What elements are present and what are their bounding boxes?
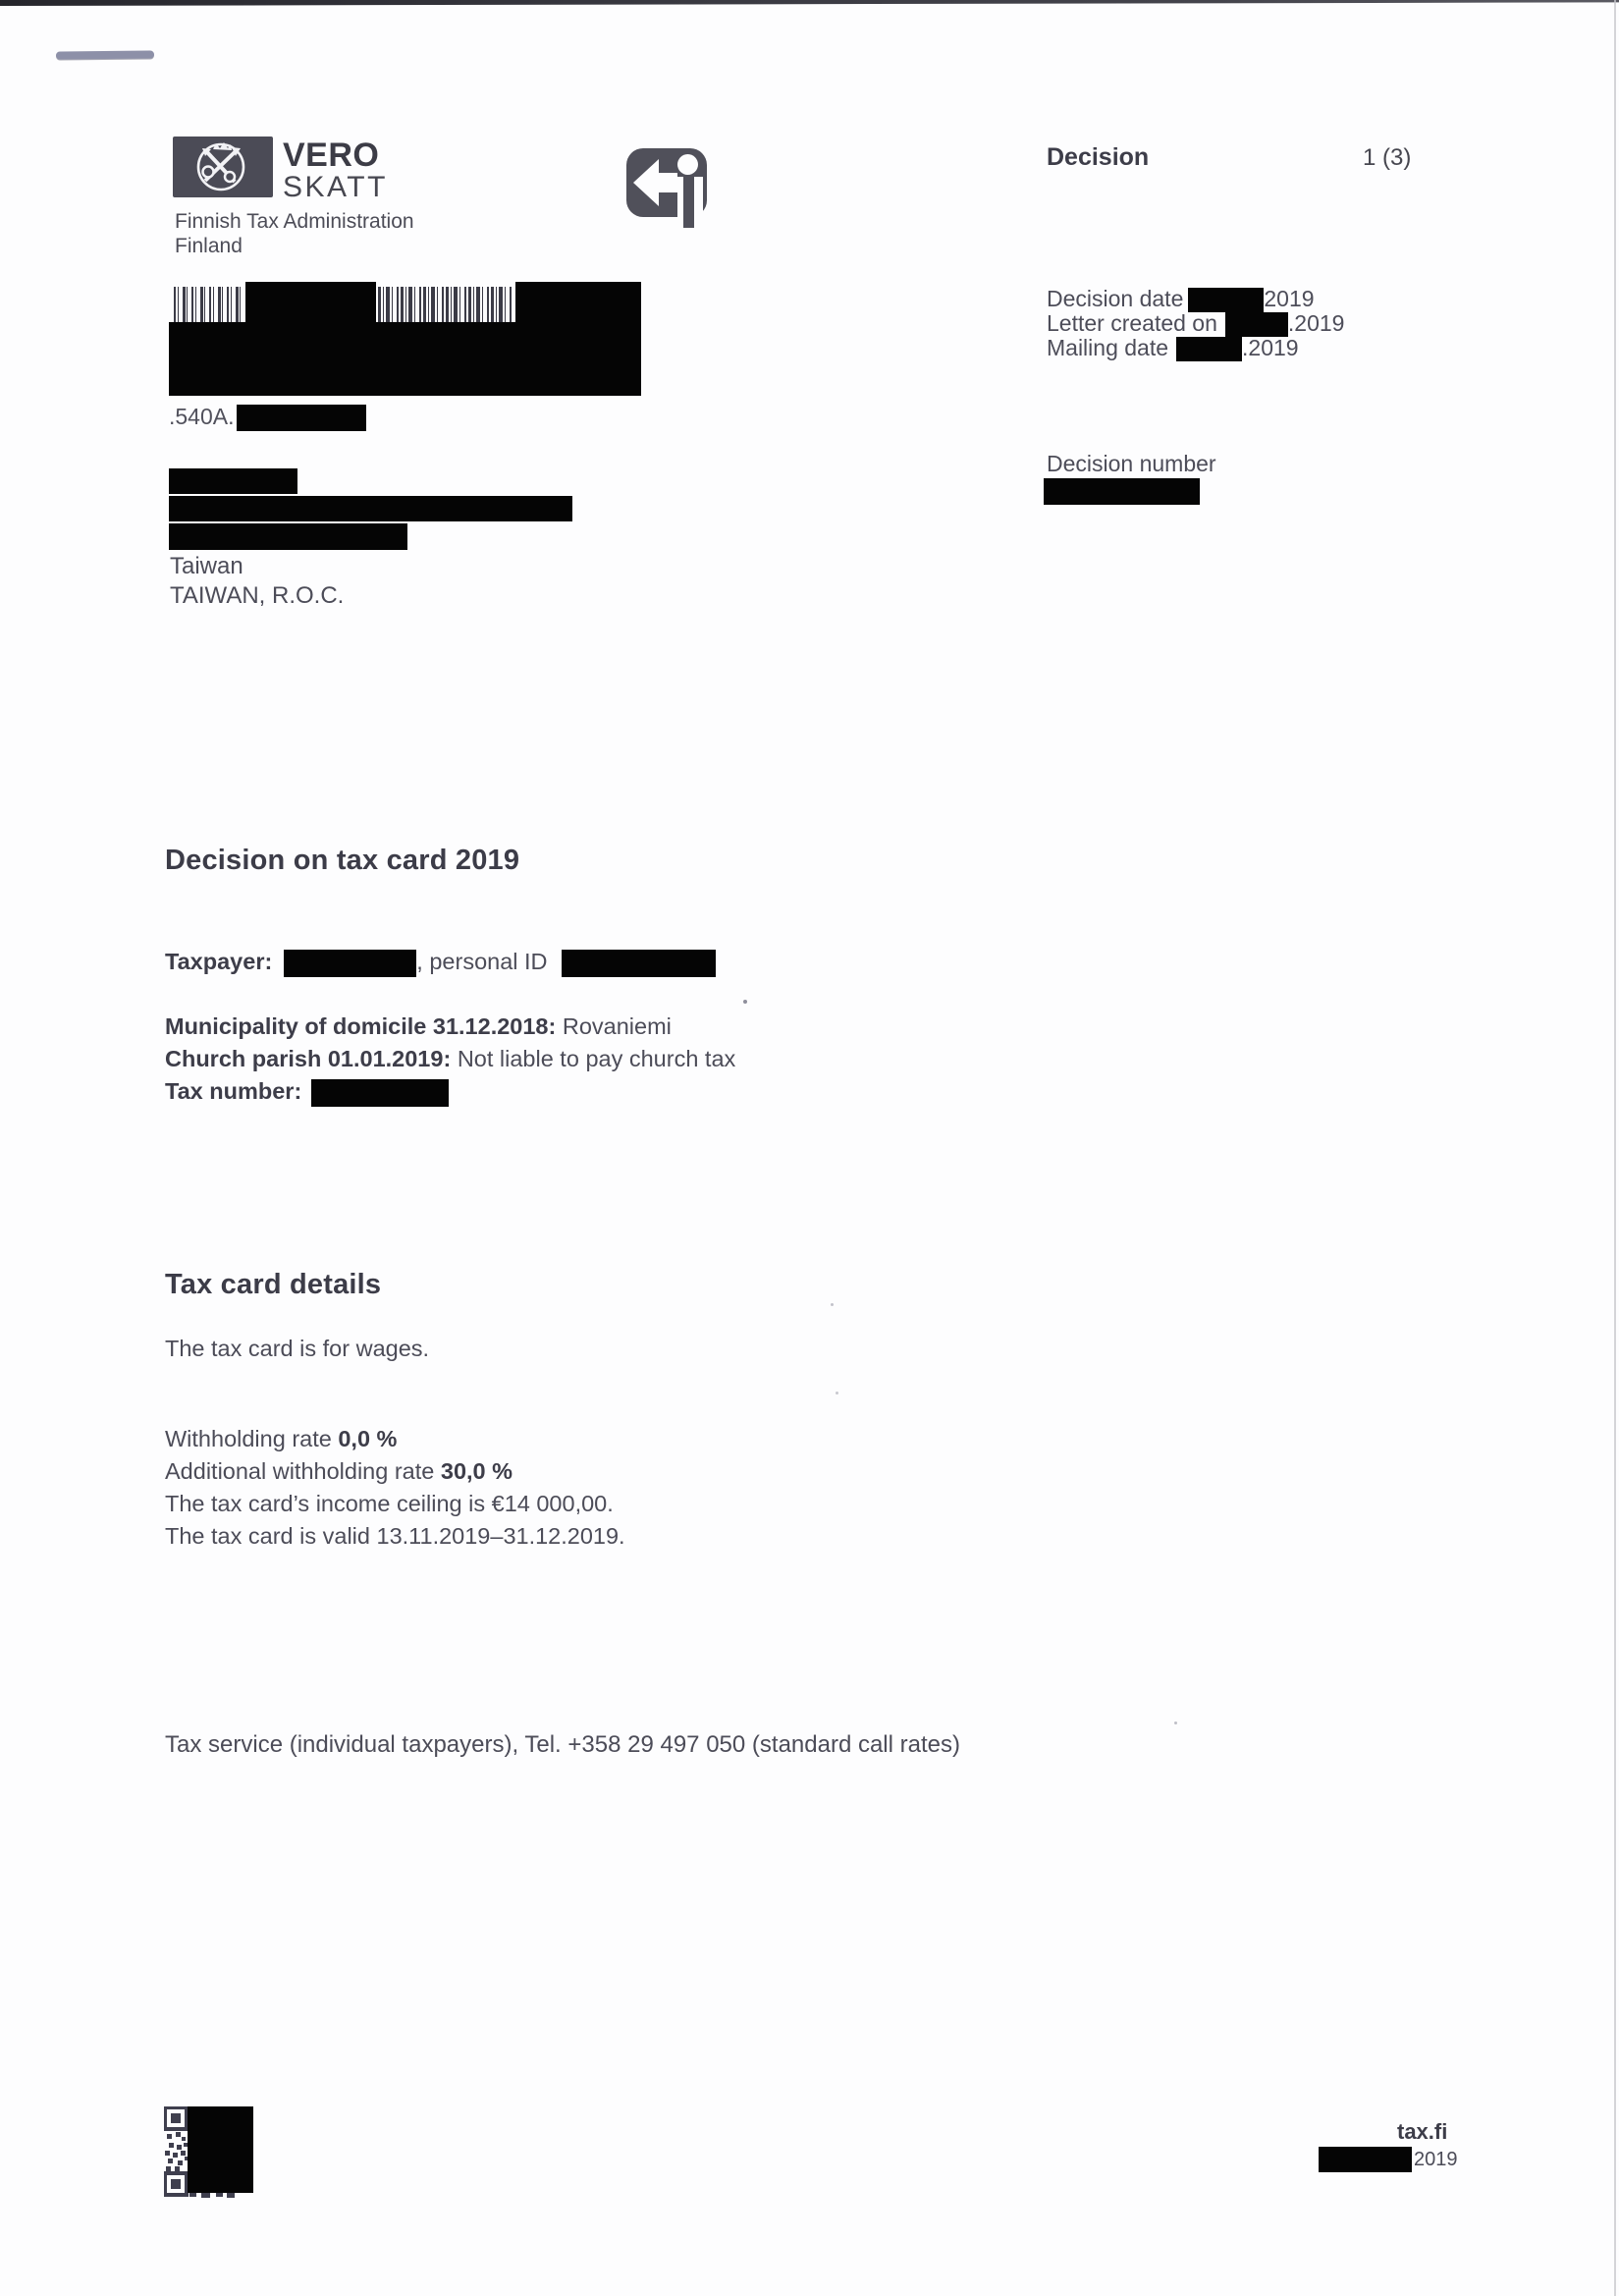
scan-top-edge-artifact <box>0 0 1619 6</box>
org-name: Finnish Tax Administration <box>175 210 414 233</box>
doc-title: Decision <box>1047 143 1150 171</box>
redaction-postal-code <box>237 405 366 431</box>
municipality-line <box>165 1013 672 1040</box>
redaction-recipient-city <box>169 523 407 550</box>
withholding-label: Withholding rate <box>165 1426 332 1451</box>
redaction-decision-number <box>1044 478 1200 505</box>
additional-withholding-label: Additional withholding rate <box>165 1458 435 1484</box>
redaction-qr-code <box>188 2106 253 2193</box>
church-parish-value: Not liable to pay church tax <box>457 1046 736 1071</box>
mailing-date-line <box>1047 336 1299 361</box>
vero-emblem-icon <box>173 137 273 197</box>
postal-prefix-line <box>169 404 366 431</box>
scan-speck <box>836 1392 838 1394</box>
redaction-taxpayer-name <box>284 950 416 977</box>
taxpayer-line <box>165 949 716 977</box>
postal-prefix: .540A. <box>169 404 235 429</box>
redaction-barcode-right <box>515 282 641 323</box>
letter-created-line <box>1047 311 1344 337</box>
recipient-country: Taiwan <box>170 553 243 579</box>
tax-card-section-title: Tax card details <box>165 1269 382 1300</box>
church-parish-line <box>165 1046 735 1072</box>
tax-card-usage-line: The tax card is for wages. <box>165 1336 430 1361</box>
redaction-sender-block <box>169 322 641 396</box>
validity-line: The tax card is valid 13.11.2019–31.12.2019. <box>165 1523 625 1549</box>
scan-speck <box>743 1000 747 1004</box>
barcode-icon <box>378 287 513 322</box>
additional-withholding-value: 30,0 % <box>440 1458 513 1484</box>
redaction-mailing-date <box>1176 337 1242 361</box>
additional-withholding-line <box>165 1458 513 1485</box>
vero-logo <box>173 137 273 197</box>
redaction-decision-date <box>1188 288 1264 312</box>
scan-speck <box>1174 1722 1177 1724</box>
postal-arrow-icon <box>625 147 710 230</box>
tax-service-line: Tax service (individual taxpayers), Tel. +358 29 497 050 (standard call rates) <box>165 1731 960 1758</box>
municipality-value: Rovaniemi <box>562 1013 672 1039</box>
redaction-personal-id <box>562 950 716 977</box>
decision-date-label: Decision date <box>1047 286 1184 311</box>
letter-created-label: Letter created on <box>1047 310 1217 336</box>
decision-date-suffix: 2019 <box>1264 286 1315 311</box>
letter-created-suffix: .2019 <box>1287 310 1345 336</box>
income-ceiling-line: The tax card’s income ceiling is €14 000,00. <box>165 1491 614 1516</box>
scan-right-edge-artifact <box>1614 0 1616 2296</box>
decision-number-label: Decision number <box>1047 451 1216 476</box>
org-country: Finland <box>175 235 243 257</box>
redaction-recipient-name <box>169 468 297 494</box>
tax-number-line <box>165 1078 449 1107</box>
mailing-date-suffix: .2019 <box>1242 335 1299 360</box>
scan-speck <box>831 1303 834 1306</box>
redaction-tax-number <box>311 1079 449 1107</box>
decision-section-title: Decision on tax card 2019 <box>165 845 520 876</box>
decision-date-line <box>1047 287 1315 312</box>
redaction-footer-form-id <box>1319 2147 1412 2172</box>
brand-primary: VERO <box>283 137 380 174</box>
barcode-icon <box>174 287 243 322</box>
brand-secondary: SKATT <box>283 171 388 203</box>
footer-year: 2019 <box>1414 2149 1458 2170</box>
municipality-label: Municipality of domicile 31.12.2018: <box>165 1013 557 1039</box>
redaction-letter-created <box>1225 312 1288 337</box>
redaction-recipient-street <box>169 496 572 521</box>
mailing-date-label: Mailing date <box>1047 335 1169 360</box>
withholding-line <box>165 1426 397 1452</box>
redaction-barcode-left <box>245 282 376 323</box>
withholding-value: 0,0 % <box>338 1426 398 1451</box>
footer-site: tax.fi <box>1397 2119 1448 2144</box>
page-number: 1 (3) <box>1363 144 1412 171</box>
scan-dash-artifact <box>56 50 154 59</box>
church-parish-label: Church parish 01.01.2019: <box>165 1046 452 1071</box>
tax-number-label: Tax number: <box>165 1078 302 1104</box>
taxpayer-label: Taxpayer: <box>165 949 273 974</box>
personal-id-label: , personal ID <box>416 949 548 974</box>
recipient-country-caps: TAIWAN, R.O.C. <box>170 582 345 609</box>
